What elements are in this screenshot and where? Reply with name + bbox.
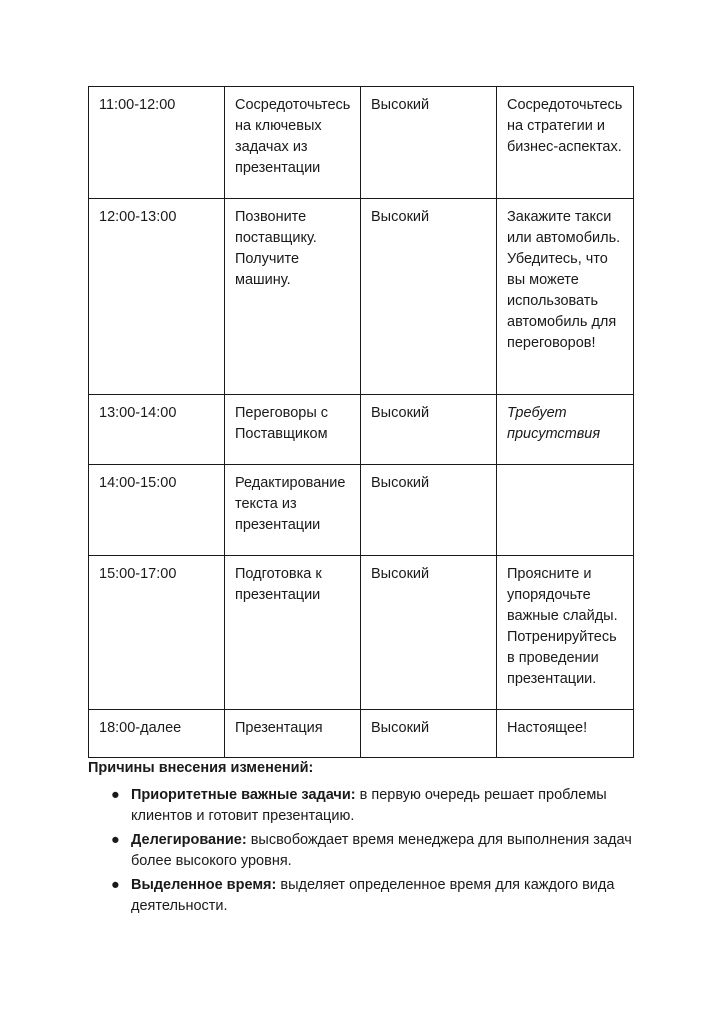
priority-cell: Высокий: [361, 710, 497, 758]
note-cell: Проясните и упорядочьте важные слайды. Потренируйтесь в проведении презентации.: [497, 556, 634, 710]
reasons-list: [88, 785, 648, 917]
table-row: [89, 556, 634, 710]
bullet-icon: ●: [111, 877, 120, 893]
reason-term: Выделенное время:: [131, 877, 277, 893]
priority-cell: Высокий: [361, 199, 497, 395]
note-cell: Закажите такси или автомобиль. Убедитесь, что вы можете использовать автомобиль для переговоров!: [497, 199, 634, 395]
task-cell: Сосредоточьтесь на ключевых задачах из презентации: [225, 87, 361, 199]
time-cell: 14:00-15:00: [89, 465, 225, 556]
reason-text: в первую очередь решает проблемы клиентов и готовит презентацию.: [131, 787, 607, 824]
task-cell: Редактирование текста из презентации: [225, 465, 361, 556]
time-cell: 13:00-14:00: [89, 395, 225, 465]
note-cell: Требует присутствия: [497, 395, 634, 465]
list-item: [88, 830, 648, 872]
reason-text: высвобождает время менеджера для выполнения задач более высокого уровня.: [131, 832, 632, 869]
note-cell: [497, 465, 634, 556]
bullet-icon: ●: [111, 832, 120, 848]
reason-text: выделяет определенное время для каждого вида деятельности.: [131, 877, 615, 914]
table-row: [89, 710, 634, 758]
time-cell: 12:00-13:00: [89, 199, 225, 395]
reasons-title: Причины внесения изменений:: [88, 760, 314, 776]
reasons-section: [88, 758, 648, 920]
bullet-icon: ●: [111, 787, 120, 803]
priority-cell: Высокий: [361, 465, 497, 556]
list-item: [88, 785, 648, 827]
time-cell: 18:00-далее: [89, 710, 225, 758]
table-row: [89, 465, 634, 556]
priority-cell: Высокий: [361, 395, 497, 465]
reason-term: Делегирование:: [131, 832, 247, 848]
list-item: [88, 875, 648, 917]
reason-term: Приоритетные важные задачи:: [131, 787, 356, 803]
time-cell: 15:00-17:00: [89, 556, 225, 710]
priority-cell: Высокий: [361, 87, 497, 199]
table-row: [89, 199, 634, 395]
time-cell: 11:00-12:00: [89, 87, 225, 199]
task-cell: Переговоры с Поставщиком: [225, 395, 361, 465]
note-cell: Сосредоточьтесь на стратегии и бизнес-аспектах.: [497, 87, 634, 199]
note-cell: Настоящее!: [497, 710, 634, 758]
table-row: [89, 87, 634, 199]
priority-cell: Высокий: [361, 556, 497, 710]
schedule-table: [88, 86, 634, 758]
task-cell: Презентация: [225, 710, 361, 758]
table-row: [89, 395, 634, 465]
task-cell: Позвоните поставщику. Получите машину.: [225, 199, 361, 395]
task-cell: Подготовка к презентации: [225, 556, 361, 710]
